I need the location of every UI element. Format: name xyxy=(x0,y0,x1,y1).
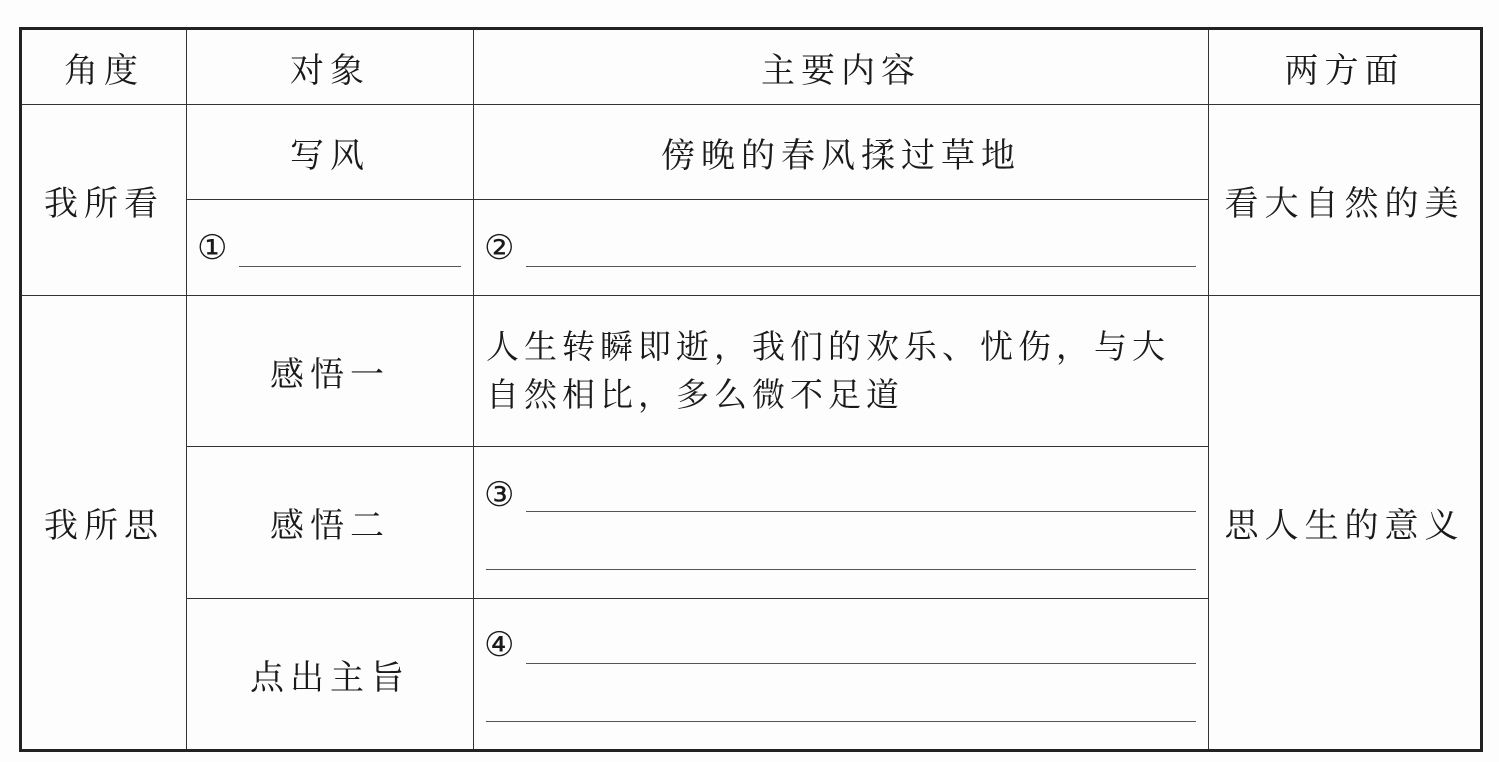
theme-blank-cell xyxy=(474,599,1209,751)
object-wind: 写风 xyxy=(187,105,474,200)
answer-blank-3a[interactable] xyxy=(526,511,1196,512)
insight1-content-cell xyxy=(474,296,1209,447)
insight2-blank-cell xyxy=(474,447,1209,599)
think-row-1 xyxy=(21,296,1482,447)
angle-see: 我所看 xyxy=(21,105,187,296)
insight2-label: 感悟二 xyxy=(187,447,474,599)
content-blank-2 xyxy=(474,200,1209,296)
angle-think: 我所思 xyxy=(21,296,187,751)
aspect-see: 看大自然的美 xyxy=(1209,105,1482,296)
answer-blank-4a[interactable] xyxy=(526,663,1196,664)
header-row xyxy=(21,29,1482,105)
insight1-content: 人生转瞬即逝，我们的欢乐、忧伤，与大自然相比，多么微不足道 xyxy=(486,327,1170,414)
header-object: 对象 xyxy=(187,29,474,105)
blank-mark-2: ② xyxy=(484,228,515,268)
object-blank-1 xyxy=(187,200,474,296)
theme-label: 点出主旨 xyxy=(187,599,474,751)
aspect-think: 思人生的意义 xyxy=(1209,296,1482,751)
content-wind: 傍晚的春风揉过草地 xyxy=(474,105,1209,200)
header-angle: 角度 xyxy=(21,29,187,105)
insight1-label: 感悟一 xyxy=(187,296,474,447)
analysis-table xyxy=(19,27,1483,752)
header-main-content: 主要内容 xyxy=(474,29,1209,105)
blank-mark-3: ③ xyxy=(484,475,515,515)
see-row-1 xyxy=(21,105,1482,200)
blank-mark-4: ④ xyxy=(484,625,515,665)
answer-blank-2[interactable] xyxy=(526,266,1196,267)
answer-blank-1[interactable] xyxy=(239,266,461,267)
header-two-aspects: 两方面 xyxy=(1209,29,1482,105)
answer-blank-3b[interactable] xyxy=(486,569,1196,570)
answer-blank-4b[interactable] xyxy=(486,721,1196,722)
blank-mark-1: ① xyxy=(197,228,228,268)
